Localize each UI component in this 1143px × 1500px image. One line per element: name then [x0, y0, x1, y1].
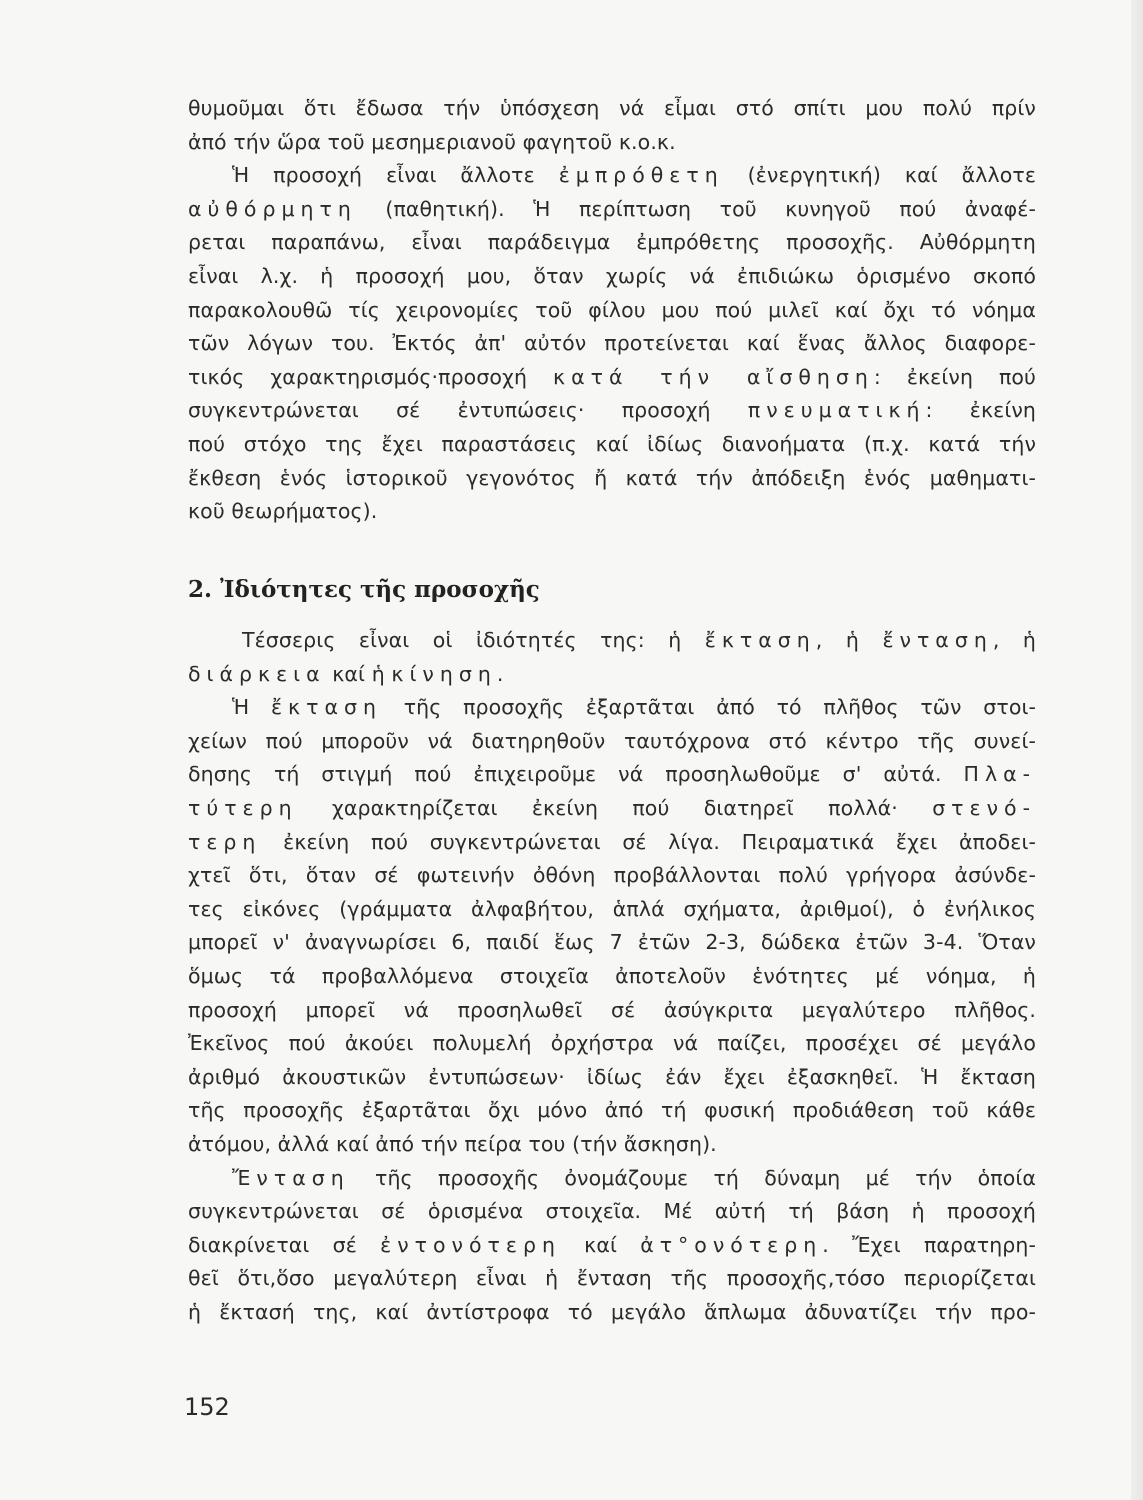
text-line	[188, 758, 1036, 792]
spaced-term: στενό-	[932, 795, 1036, 820]
text-span: διακρίνεται σέ	[188, 1232, 381, 1257]
text-line: θυμοῦμαι ὅτι ἔδωσα τήν ὑπόσχεση νά εἶμαι στό σπίτι μου πολύ πρίν	[188, 96, 1036, 120]
text-span: , ἡ	[815, 628, 883, 652]
spaced-term: ἐμπρόθετη	[558, 163, 724, 188]
text-span: Τέσσερις εἶναι οἱ ἰδιότητές της: ἡ	[242, 628, 705, 652]
text-line	[188, 159, 1036, 193]
text-line	[188, 691, 1036, 725]
text-line	[188, 658, 1036, 692]
spaced-term: ἔκταση	[704, 628, 816, 652]
text-line	[188, 1162, 1036, 1196]
text-line: προσοχή μπορεῖ νά προσηλωθεῖ σέ ἀσύγκριτα μεγαλύτερο πλῆθος.	[188, 997, 1036, 1022]
text-line: συγκεντρώνεται σέ ὁρισμένα στοιχεῖα. Μέ αὐτή τή βάση ἡ προσοχή	[188, 1199, 1036, 1224]
text-line: τῆς προσοχῆς ἐξαρτᾶται ὄχι μόνο ἀπό τή φυσική προδιάθεση τοῦ κάθε	[188, 1098, 1036, 1123]
text-line	[188, 1229, 1036, 1263]
spaced-term: πνευματική	[747, 398, 926, 423]
spaced-term: τύτερη	[188, 795, 298, 820]
text-span: τικός χαρακτηρισμός·προσοχή	[188, 364, 554, 389]
spaced-term: ἀτ°ονότερη	[640, 1232, 823, 1257]
text-line: τῶν λόγων του. Ἐκτός ἀπ' αὐτόν προτείνεται καί ἕνας ἄλλος διαφορε-	[188, 331, 1036, 356]
spaced-term: Ἔνταση	[232, 1165, 350, 1190]
text-span: (ἐνεργητική) καί ἄλλοτε	[723, 163, 1036, 188]
text-line: Ἐκεῖνος πού ἀκούει πολυμελή ὀρχήστρα νά παίζει, προσέχει σέ μεγάλο	[188, 1031, 1036, 1056]
text-line	[188, 193, 1036, 227]
text-span: .	[496, 661, 504, 686]
spaced-term: αὐθόρμητη	[188, 196, 357, 221]
text-line	[188, 792, 1036, 826]
text-line: θεῖ ὅτι,ὅσο μεγαλύτερη εἶναι ἡ ἔνταση τῆς προσοχῆς,τόσο περιορίζεται	[188, 1266, 1036, 1291]
spaced-term: διάρκεια	[188, 661, 326, 686]
text-line	[188, 826, 1036, 860]
text-line: κοῦ θεωρήματος).	[188, 499, 378, 524]
text-span: ἐκείνη πού συγκεντρώνεται σέ λίγα. Πειραματικά ἔχει ἀποδει-	[261, 829, 1036, 854]
page-edge-shadow	[1131, 0, 1143, 1500]
text-line	[188, 394, 1036, 428]
text-line: τες εἰκόνες (γράμματα ἀλφαβήτου, ἁπλά σχήματα, ἀριθμοί), ὁ ἐνήλικος	[188, 896, 1036, 921]
text-line: χείων πού μποροῦν νά διατηρηθοῦν ταυτόχρονα στό κέντρο τῆς συνεί-	[188, 728, 1036, 753]
text-span: : ἐκείνη πού	[873, 364, 1037, 389]
text-line	[188, 361, 1036, 395]
spaced-term: κατά τήν αἴσθηση	[553, 364, 874, 389]
section-heading: 2. Ἰδιότητες τῆς προσοχῆς	[188, 576, 540, 603]
page-number: 152	[184, 1393, 230, 1421]
text-span: καί	[560, 1232, 641, 1257]
text-line: ἡ ἔκτασή της, καί ἀντίστροφα τό μεγάλο ἅπλωμα ἀδυνατίζει τήν προ-	[188, 1299, 1036, 1324]
spaced-term: ἔνταση	[882, 628, 993, 652]
text-span: τῆς προσοχῆς ἐξαρτᾶται ἀπό τό πλῆθος τῶν στοι-	[381, 695, 1037, 720]
spaced-term: κίνηση	[391, 661, 497, 686]
text-line: μπορεῖ ν' ἀναγνωρίσει 6, παιδί ἕως 7 ἐτῶν 2-3, δώδεκα ἐτῶν 3-4. Ὅταν	[188, 930, 1036, 955]
text-span: συγκεντρώνεται σέ ἐντυπώσεις· προσοχή	[188, 398, 748, 423]
text-line: ὅμως τά προβαλλόμενα στοιχεῖα ἀποτελοῦν ἑνότητες μέ νόημα, ἡ	[188, 963, 1036, 988]
text-line: ἀτόμου, ἀλλά καί ἀπό τήν πείρα του (τήν ἄσκηση).	[188, 1131, 717, 1156]
spaced-term: τερη	[188, 829, 262, 854]
text-line: παρακολουθῶ τίς χειρονομίες τοῦ φίλου μου πού μιλεῖ καί ὄχι τό νόημα	[188, 297, 1036, 322]
text-span: καί ἡ	[325, 661, 392, 686]
text-line: ἀπό τήν ὥρα τοῦ μεσημεριανοῦ φαγητοῦ κ.ο.κ.	[188, 129, 676, 154]
spaced-term: ἔκταση	[270, 695, 382, 720]
text-line: πού στόχο της ἔχει παραστάσεις καί ἰδίως διανοήματα (π.χ. κατά τήν	[188, 431, 1036, 456]
text-line: εἶναι λ.χ. ἡ προσοχή μου, ὅταν χωρίς νά ἐπιδιώκω ὁρισμένο σκοπό	[188, 263, 1036, 288]
text-line: ρεται παραπάνω, εἶναι παράδειγμα ἐμπρόθετης προσοχῆς. Αὐθόρμητη	[188, 230, 1036, 255]
text-span: (παθητική). Ἡ περίπτωση τοῦ κυνηγοῦ πού ἀναφέ-	[356, 196, 1036, 221]
spaced-term: Πλα-	[963, 762, 1036, 787]
text-span: Ἡ προσοχή εἶναι ἄλλοτε	[232, 163, 559, 188]
text-span: χαρακτηρίζεται ἐκείνη πού διατηρεῖ πολλά·	[297, 795, 933, 820]
text-span: τῆς προσοχῆς ὀνομάζουμε τή δύναμη μέ τήν ὁποία	[349, 1165, 1036, 1190]
text-span: , ἡ	[992, 628, 1036, 652]
spaced-term: ἐντονότερη	[380, 1232, 561, 1257]
text-line: ἔκθεση ἑνός ἱστορικοῦ γεγονότος ἤ κατά τήν ἀπόδειξη ἑνός μαθηματι-	[188, 465, 1036, 490]
text-line: ἀριθμό ἀκουστικῶν ἐντυπώσεων· ἰδίως ἐάν ἔχει ἐξασκηθεῖ. Ἡ ἔκταση	[188, 1064, 1036, 1089]
body-text-lower	[188, 624, 1036, 1329]
text-span: Ἡ	[232, 695, 271, 720]
text-line	[188, 624, 1036, 658]
text-span: . Ἔχει παρατηρη-	[822, 1232, 1036, 1257]
text-span: : ἐκείνη	[925, 398, 1037, 423]
body-text-upper	[188, 92, 1036, 529]
text-line: χτεῖ ὅτι, ὅταν σέ φωτεινήν ὀθόνη προβάλλονται πολύ γρήγορα ἀσύνδε-	[188, 863, 1036, 888]
text-span: δησης τή στιγμή πού ἐπιχειροῦμε νά προσηλωθοῦμε σ' αὐτά.	[188, 762, 964, 787]
